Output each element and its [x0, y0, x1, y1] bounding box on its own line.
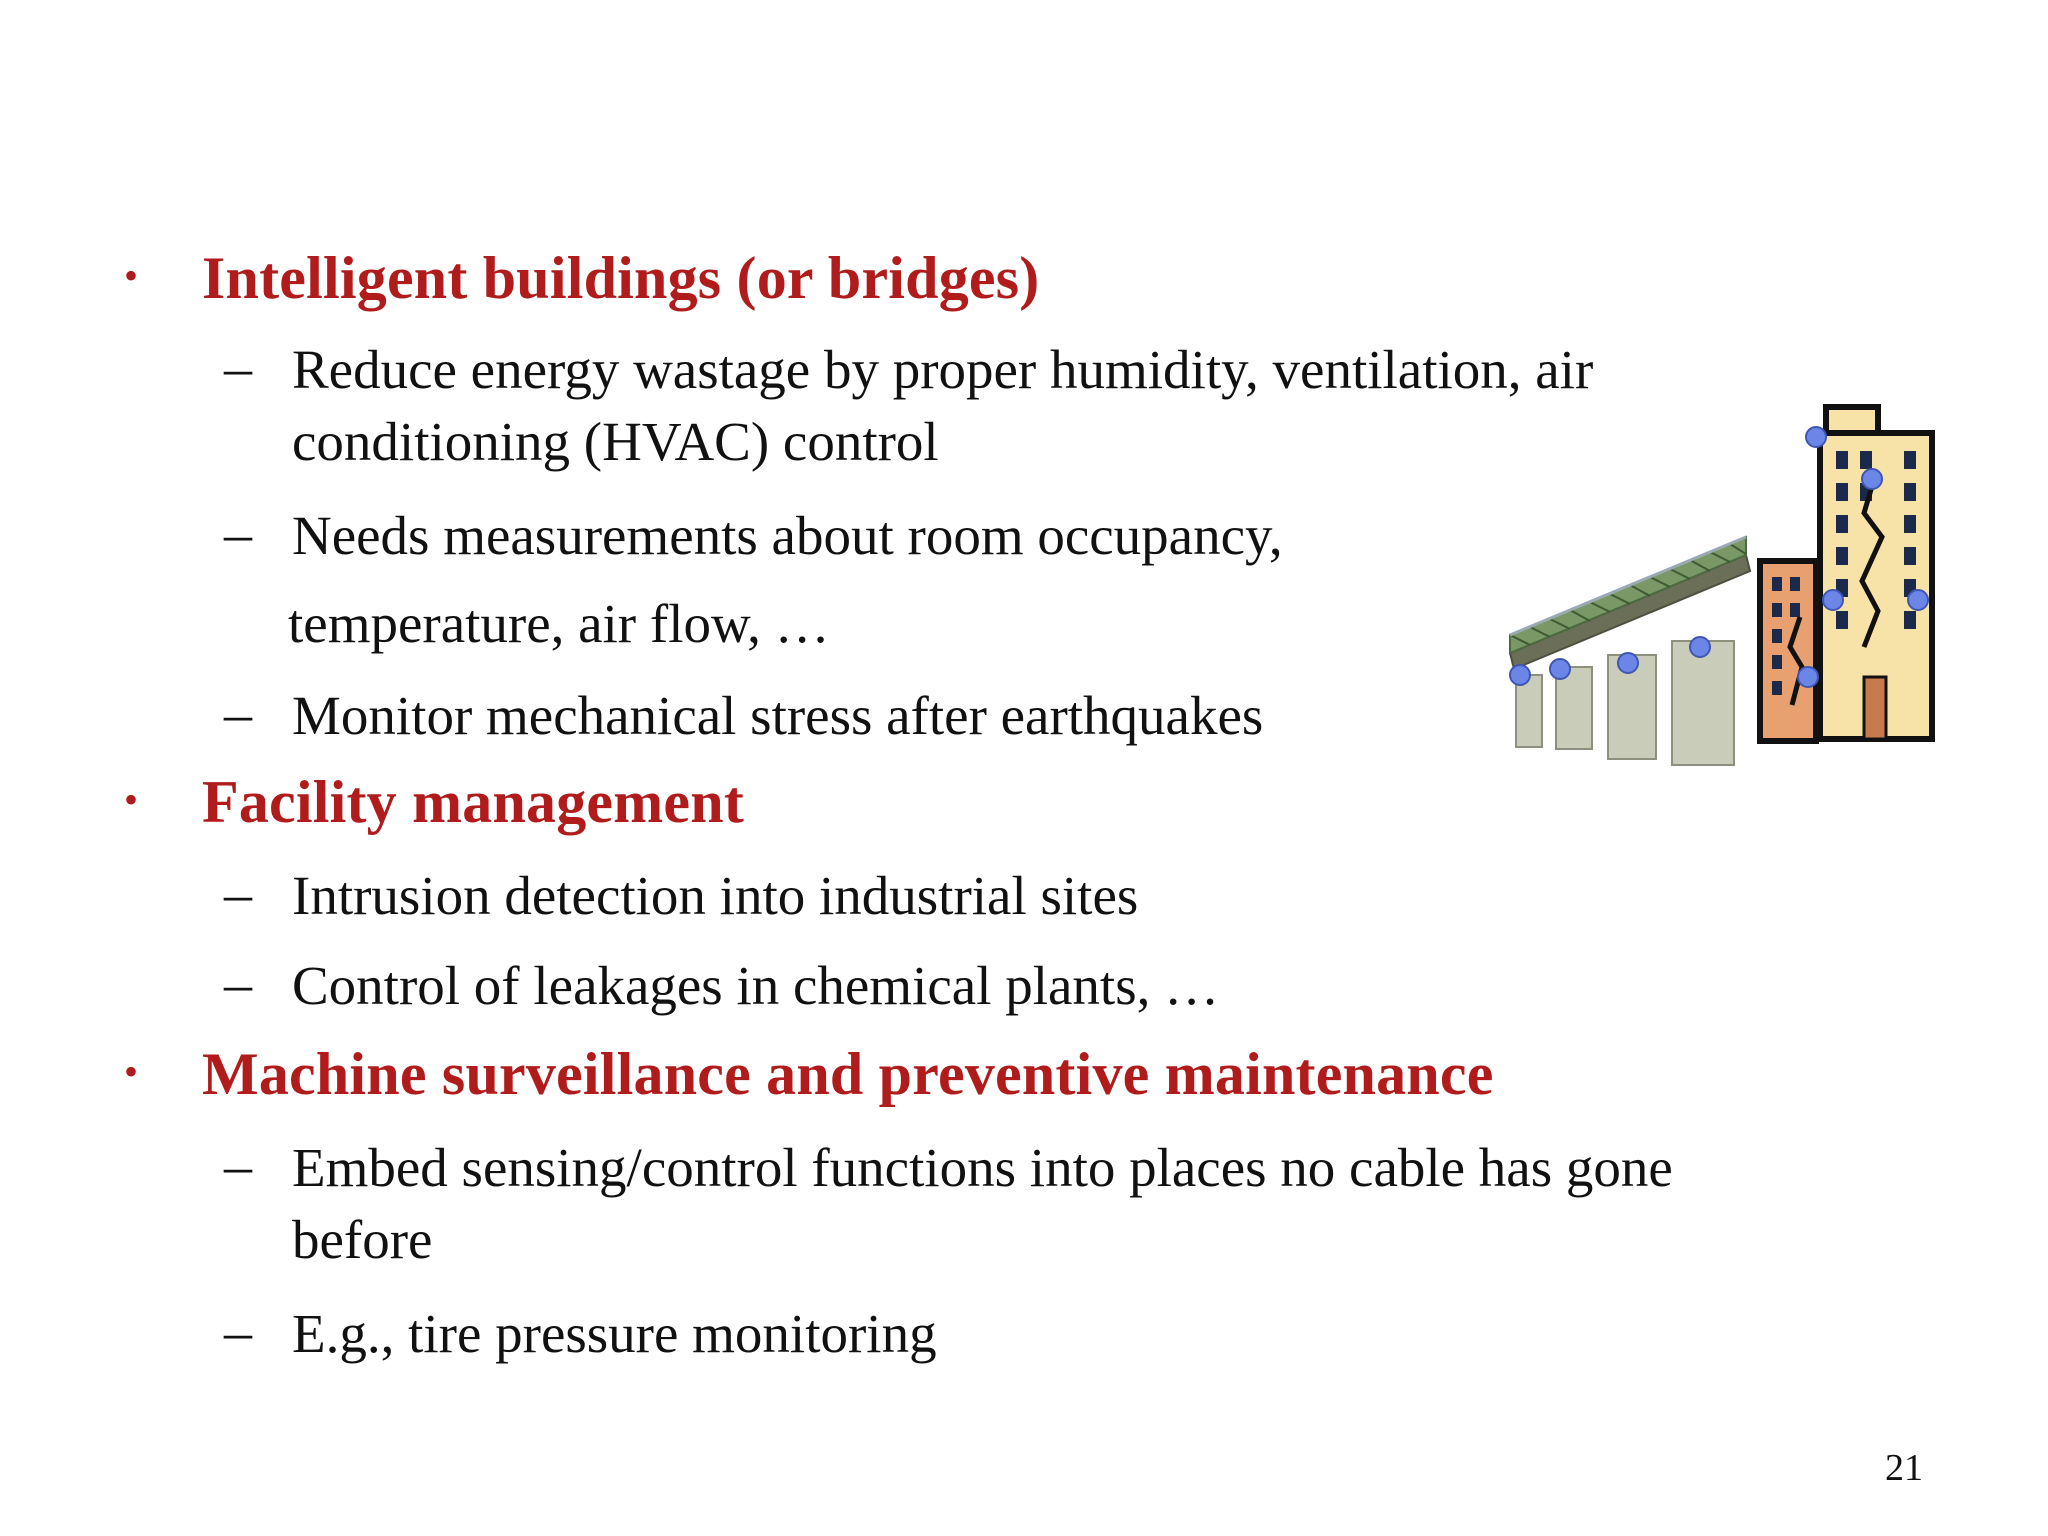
- item-embed-sensing-line1: Embed sensing/control functions into places no cable has gone: [292, 1137, 1673, 1198]
- dash-marker: –: [224, 503, 252, 565]
- item-leakage-control: Control of leakages in chemical plants, …: [292, 955, 1220, 1016]
- dash-marker: –: [224, 863, 252, 925]
- item-measurements-line2: temperature, air flow, …: [288, 593, 830, 654]
- page-number: 21: [1885, 1447, 1923, 1489]
- item-intrusion-detection: Intrusion detection into industrial sites: [292, 865, 1139, 926]
- bullet-marker: •: [124, 1049, 139, 1094]
- heading-machine-surveillance: Machine surveillance and preventive maintenance: [202, 1041, 1494, 1107]
- heading-intelligent-buildings: Intelligent buildings (or bridges): [202, 245, 1040, 311]
- dash-marker: –: [224, 1301, 252, 1363]
- item-embed-sensing-line2: before: [292, 1209, 433, 1270]
- small-building-icon: [1760, 561, 1816, 741]
- bullet-marker: •: [124, 777, 139, 822]
- heading-facility-management: Facility management: [202, 769, 745, 835]
- bridge-icon: [1510, 537, 1750, 765]
- dash-marker: –: [224, 683, 252, 745]
- item-mechanical-stress: Monitor mechanical stress after earthquakes: [292, 685, 1264, 746]
- item-hvac-line2: conditioning (HVAC) control: [292, 411, 939, 472]
- dash-marker: –: [224, 953, 252, 1015]
- item-hvac-line1: Reduce energy wastage by proper humidity, ventilation, air: [292, 339, 1594, 400]
- office-building-icon: [1820, 407, 1932, 739]
- item-tire-pressure: E.g., tire pressure monitoring: [292, 1303, 937, 1364]
- bridge-buildings-illustration: [1500, 385, 1960, 805]
- item-measurements-line1: Needs measurements about room occupancy,: [292, 505, 1283, 566]
- dash-marker: –: [224, 337, 252, 399]
- bullet-marker: •: [124, 253, 139, 298]
- dash-marker: –: [224, 1135, 252, 1197]
